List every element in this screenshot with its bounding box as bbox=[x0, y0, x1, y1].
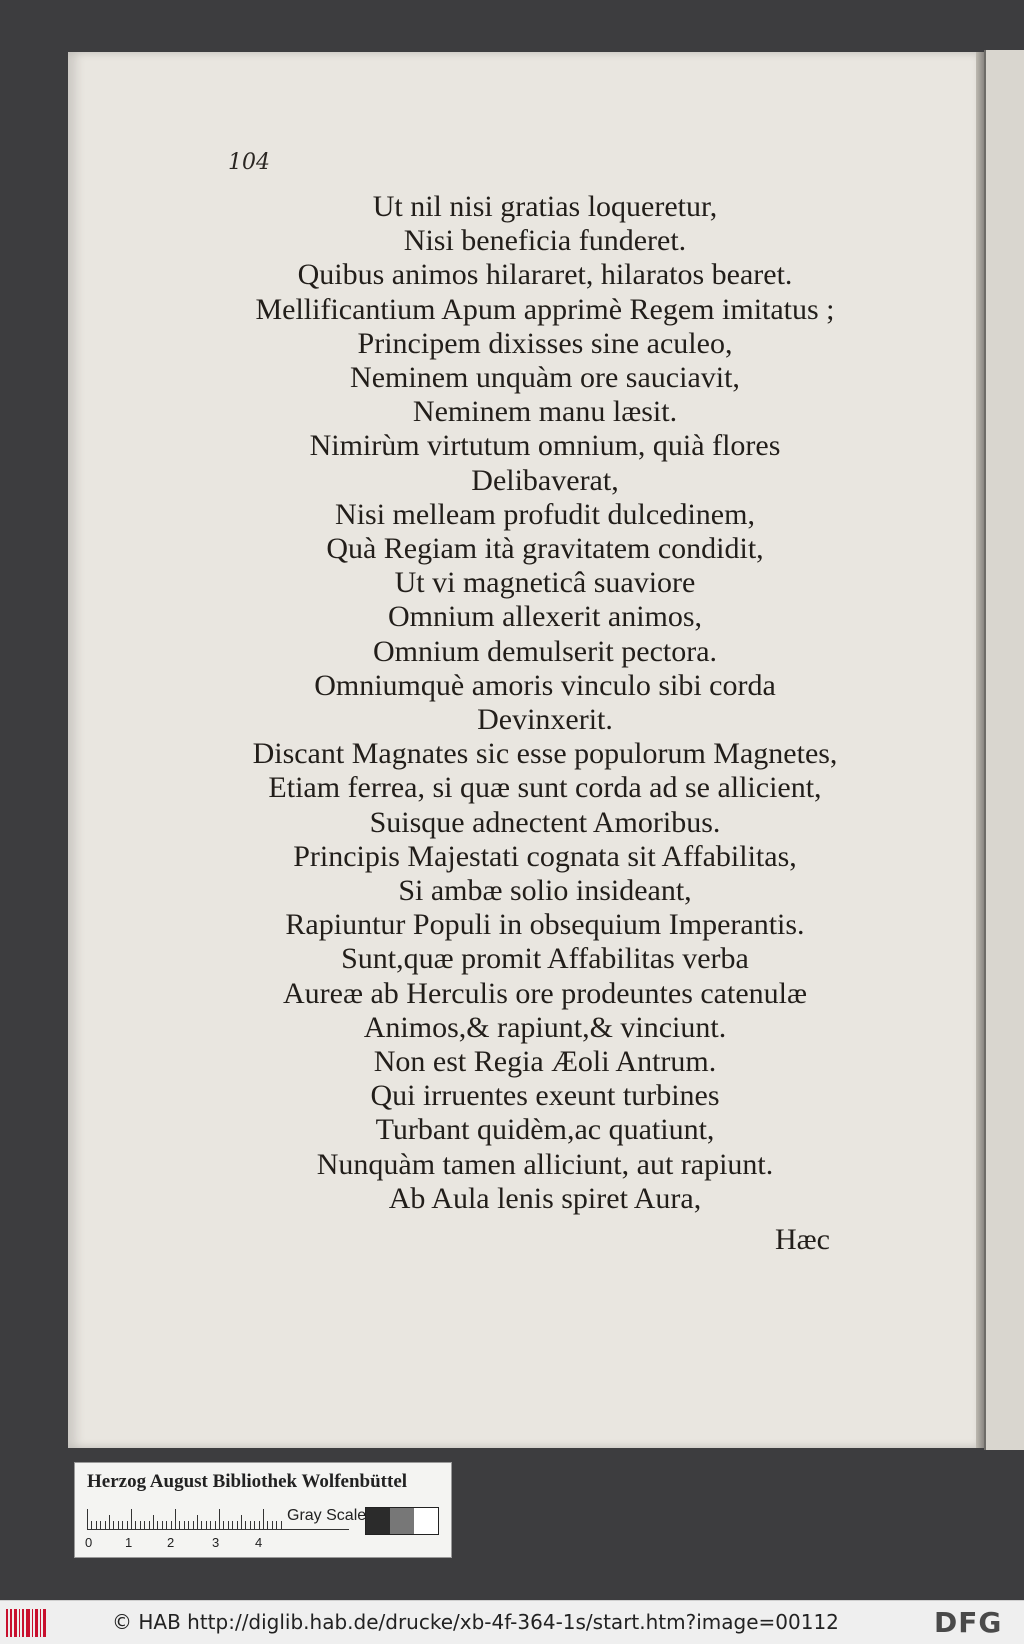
verse-line: Nisi melleam profudit dulcedinem, bbox=[335, 497, 755, 531]
verse-line: Devinxerit. bbox=[477, 703, 613, 737]
ruler-number: 1 bbox=[125, 1535, 133, 1550]
ruler-tick bbox=[157, 1521, 158, 1529]
ruler-tick bbox=[201, 1521, 202, 1529]
gray-swatch-cell bbox=[414, 1508, 438, 1534]
gray-scale-swatch bbox=[365, 1507, 439, 1535]
dfg-logo: DFG bbox=[934, 1606, 1003, 1639]
verse-line: Quà Regiam ità gravitatem condidit, bbox=[326, 532, 764, 566]
ruler-tick bbox=[91, 1521, 92, 1529]
ruler-tick bbox=[254, 1521, 255, 1529]
ruler-tick bbox=[100, 1521, 101, 1529]
copyright-link[interactable]: © HAB http://diglib.hab.de/drucke/xb-4f-364-1s/start.htm?image=00112 bbox=[112, 1610, 839, 1634]
ruler-tick bbox=[87, 1509, 88, 1529]
page-number: 104 bbox=[228, 150, 270, 175]
ruler-tick bbox=[184, 1521, 185, 1529]
ruler-tick bbox=[149, 1521, 150, 1529]
barcode-stripe bbox=[10, 1609, 11, 1637]
barcode-stripe bbox=[22, 1609, 24, 1637]
ruler-tick bbox=[245, 1521, 246, 1529]
verse-line: Nunquàm tamen alliciunt, aut rapiunt. bbox=[316, 1147, 774, 1181]
adjacent-page-edge bbox=[984, 50, 1024, 1450]
verse-line: Rapiuntur Populi in obsequium Imperantis. bbox=[285, 908, 805, 942]
ruler-tick bbox=[272, 1521, 273, 1529]
barcode-stripe bbox=[40, 1609, 41, 1637]
verse-line: Si ambæ solio insideant, bbox=[398, 874, 692, 908]
verse-line: Neminem manu læsit. bbox=[412, 395, 678, 429]
verse-line: Suisque adnectent Amoribus. bbox=[369, 805, 721, 839]
ruler-tick bbox=[118, 1521, 119, 1529]
verse-line: Qui irruentes exeunt turbines bbox=[370, 1079, 720, 1113]
verse-line: Omnium demulserit pectora. bbox=[372, 634, 718, 668]
barcode-stripe bbox=[19, 1609, 20, 1637]
verse-line: Nisi beneficia funderet. bbox=[403, 224, 687, 258]
verse-line: Ut vi magneticâ suaviore bbox=[394, 566, 696, 600]
ruler-tick bbox=[171, 1521, 172, 1529]
ruler-tick bbox=[179, 1521, 180, 1529]
ruler-tick bbox=[263, 1509, 264, 1529]
barcode-stripe bbox=[43, 1609, 46, 1637]
ruler-number: 3 bbox=[212, 1535, 220, 1550]
verse-line: Discant Magnates sic esse populorum Magnetes, bbox=[252, 737, 838, 771]
verse-text bbox=[160, 190, 930, 1216]
page-fold-shadow bbox=[976, 52, 984, 1448]
barcode-stripe bbox=[35, 1609, 37, 1637]
ruler-tick bbox=[153, 1515, 154, 1529]
library-name: Herzog August Bibliothek Wolfenbüttel bbox=[87, 1471, 408, 1492]
ruler-tick bbox=[210, 1521, 211, 1529]
ruler-tick bbox=[127, 1521, 128, 1529]
verse-line: Omnium allexerit animos, bbox=[387, 600, 703, 634]
ruler-tick bbox=[113, 1521, 114, 1529]
verse-line: Principis Majestati cognata sit Affabilitas, bbox=[293, 839, 797, 873]
ruler-tick bbox=[109, 1515, 110, 1529]
verse-line: Ut nil nisi gratias loqueretur, bbox=[372, 190, 718, 223]
verse-line: Neminem unquàm ore sauciavit, bbox=[350, 361, 740, 395]
ruler-tick bbox=[144, 1521, 145, 1529]
ruler-tick bbox=[175, 1509, 176, 1529]
ruler-tick bbox=[122, 1521, 123, 1529]
verse-line: Aureæ ab Herculis ore prodeuntes catenulæ bbox=[283, 976, 807, 1010]
gray-swatch-cell bbox=[366, 1508, 390, 1534]
ruler-number: 2 bbox=[167, 1535, 175, 1550]
ruler-tick bbox=[215, 1521, 216, 1529]
ruler-tick bbox=[267, 1521, 268, 1529]
ruler-tick bbox=[219, 1509, 220, 1529]
ruler-tick bbox=[135, 1521, 136, 1529]
verse-line: Delibaverat, bbox=[471, 463, 619, 497]
ruler-tick bbox=[281, 1521, 282, 1529]
ruler-tick bbox=[166, 1521, 167, 1529]
verse-line: Quibus animos hilararet, hilaratos bearet. bbox=[297, 258, 793, 292]
ruler-tick bbox=[197, 1515, 198, 1529]
barcode-stripe bbox=[26, 1609, 30, 1637]
verse-line: Omniumquè amoris vinculo sibi corda bbox=[314, 668, 776, 702]
verse-line: Principem dixisses sine aculeo, bbox=[357, 326, 733, 360]
ruler-tick bbox=[188, 1521, 189, 1529]
ruler-tick bbox=[228, 1521, 229, 1529]
ruler-tick bbox=[193, 1521, 194, 1529]
verse-line: Non est Regia Æoli Antrum. bbox=[373, 1045, 717, 1079]
hab-barcode-icon bbox=[6, 1609, 46, 1637]
verse-line: Nimirùm virtutum omnium, quià flores bbox=[309, 429, 781, 463]
verse-line: Animos,& rapiunt,& vinciunt. bbox=[363, 1010, 727, 1044]
footer-bar bbox=[0, 1600, 1024, 1644]
catchword: Hæc bbox=[775, 1223, 830, 1256]
gray-scale-label: Gray Scale bbox=[287, 1507, 367, 1524]
ruler-tick bbox=[276, 1521, 277, 1529]
ruler-tick bbox=[131, 1509, 132, 1529]
barcode-stripe bbox=[6, 1609, 8, 1637]
barcode-stripe bbox=[32, 1609, 33, 1637]
ruler-tick bbox=[250, 1521, 251, 1529]
verse-line: Turbant quidèm,ac quatiunt, bbox=[375, 1113, 715, 1147]
barcode-stripe bbox=[14, 1609, 17, 1637]
verse-line: Sunt,quæ promit Affabilitas verba bbox=[341, 942, 749, 976]
ruler-tick bbox=[237, 1521, 238, 1529]
ruler-tick bbox=[206, 1521, 207, 1529]
verse-line: Ab Aula lenis spiret Aura, bbox=[388, 1181, 702, 1215]
ruler-tick bbox=[259, 1521, 260, 1529]
gray-swatch-cell bbox=[390, 1508, 414, 1534]
ruler-tick bbox=[140, 1521, 141, 1529]
ruler-tick bbox=[223, 1521, 224, 1529]
verse-line: Mellificantium Apum apprimè Regem imitatus ; bbox=[255, 292, 835, 326]
color-scale-card bbox=[74, 1462, 452, 1558]
ruler-tick bbox=[241, 1515, 242, 1529]
ruler-tick bbox=[232, 1521, 233, 1529]
verse-line: Etiam ferrea, si quæ sunt corda ad se allicient, bbox=[268, 771, 822, 805]
ruler-number: 0 bbox=[85, 1535, 93, 1550]
ruler-tick bbox=[105, 1521, 106, 1529]
ruler-tick bbox=[162, 1521, 163, 1529]
ruler-number: 4 bbox=[255, 1535, 263, 1550]
ruler-tick bbox=[96, 1521, 97, 1529]
